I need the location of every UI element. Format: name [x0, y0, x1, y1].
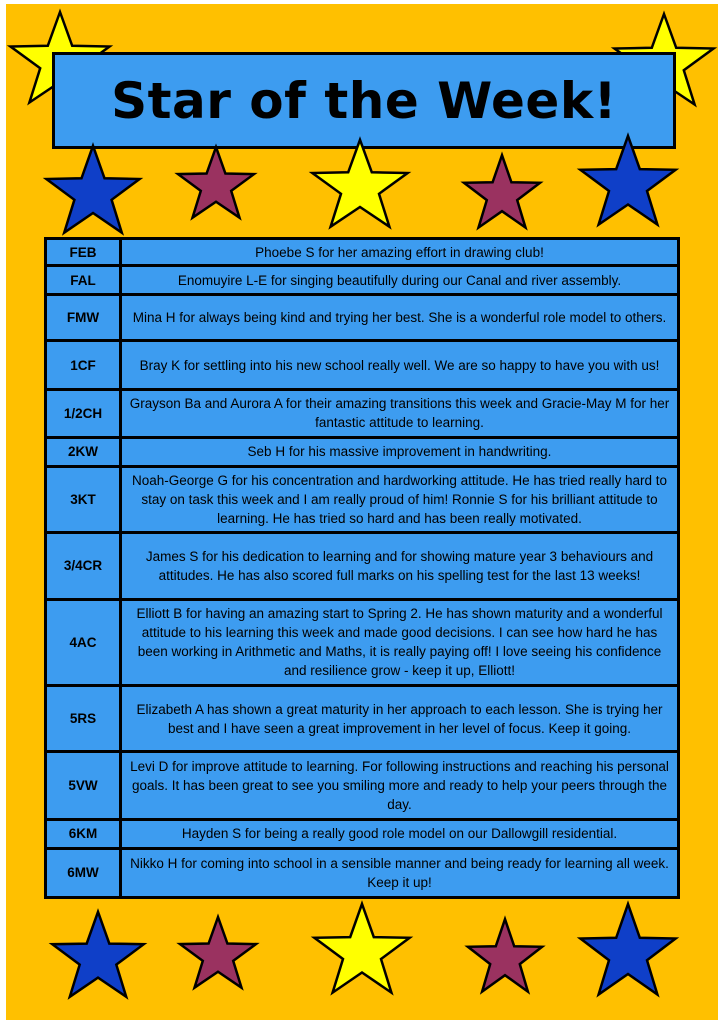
star-icon	[578, 900, 678, 1000]
award-row	[46, 685, 679, 751]
award-text-cell: Elliott B for having an amazing start to Spring 2. He has shown maturity and a wonderful attitude to his learning this week and made good decisions. I can see how hard he has been working in Arithmetic and Maths, it is really paying off! I love seeing his confidence and resilience grow - keep it up, Elliott!	[121, 599, 679, 685]
class-code-cell: FAL	[46, 266, 121, 295]
star-icon	[178, 914, 258, 992]
star-icon	[466, 916, 544, 996]
award-row	[46, 819, 679, 848]
class-code-cell: 2KW	[46, 437, 121, 466]
awards-table	[44, 237, 680, 899]
award-row	[46, 295, 679, 341]
award-text-cell: Noah-George G for his concentration and hardworking attitude. He has tried really hard to stay on task this week and I am really proud of him! Ronnie S for his brilliant attitude to learning. He has tried so hard and has been really motivated.	[121, 467, 679, 533]
class-code-cell: 5RS	[46, 685, 121, 751]
star-icon	[176, 144, 256, 222]
class-code-cell: 6MW	[46, 848, 121, 897]
page-title: Star of the Week!	[111, 71, 617, 130]
star-icon	[462, 152, 542, 232]
award-row	[46, 467, 679, 533]
star-icon	[578, 132, 678, 230]
star-icon	[312, 900, 412, 998]
class-code-cell: 1/2CH	[46, 389, 121, 437]
award-text-cell: Phoebe S for her amazing effort in drawing club!	[121, 239, 679, 266]
class-code-cell: FEB	[46, 239, 121, 266]
star-icon	[310, 136, 410, 232]
class-code-cell: 3KT	[46, 467, 121, 533]
class-code-cell: FMW	[46, 295, 121, 341]
class-code-cell: 6KM	[46, 819, 121, 848]
award-row	[46, 341, 679, 389]
poster-page	[6, 4, 718, 1020]
award-text-cell: James S for his dedication to learning and for showing mature year 3 behaviours and attitudes. He has also scored full marks on his spelling test for the last 13 weeks!	[121, 533, 679, 599]
award-row	[46, 533, 679, 599]
award-text-cell: Elizabeth A has shown a great maturity in her approach to each lesson. She is trying her best and I have seen a great improvement in her level of focus. Keep it going.	[121, 685, 679, 751]
award-text-cell: Nikko H for coming into school in a sensible manner and being ready for learning all week. Keep it up!	[121, 848, 679, 897]
award-text-cell: Enomuyire L-E for singing beautifully during our Canal and river assembly.	[121, 266, 679, 295]
award-text-cell: Seb H for his massive improvement in handwriting.	[121, 437, 679, 466]
award-row	[46, 239, 679, 266]
award-text-cell: Hayden S for being a really good role model on our Dallowgill residential.	[121, 819, 679, 848]
award-row	[46, 389, 679, 437]
award-text-cell: Levi D for improve attitude to learning. For following instructions and reaching his personal goals. It has been great to see you smiling more and ready to help your peers through the day.	[121, 752, 679, 819]
award-row	[46, 848, 679, 897]
star-icon	[44, 142, 142, 238]
award-text-cell: Bray K for settling into his new school really well. We are so happy to have you with us!	[121, 341, 679, 389]
class-code-cell: 5VW	[46, 752, 121, 819]
award-row	[46, 266, 679, 295]
award-row	[46, 599, 679, 685]
award-row	[46, 437, 679, 466]
class-code-cell: 1CF	[46, 341, 121, 389]
award-row	[46, 752, 679, 819]
class-code-cell: 4AC	[46, 599, 121, 685]
award-text-cell: Grayson Ba and Aurora A for their amazing transitions this week and Gracie-May M for her fantastic attitude to learning.	[121, 389, 679, 437]
class-code-cell: 3/4CR	[46, 533, 121, 599]
star-icon	[50, 908, 146, 1002]
award-text-cell: Mina H for always being kind and trying her best. She is a wonderful role model to others.	[121, 295, 679, 341]
